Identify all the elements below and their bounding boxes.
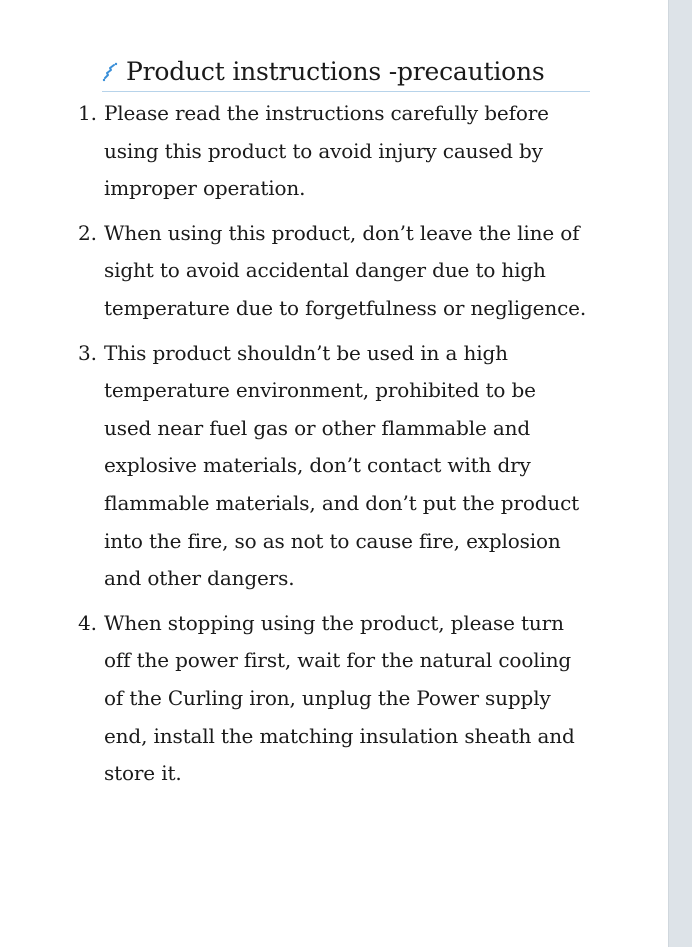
item-text: This product shouldn’t be used in a high temperature environment, prohibited to be used near fuel gas or other flammable and explosive materials, don’t contact with dry flammable materials, and don’t put the product into the fire, so as not to cause fire, explosion and other dangers. (104, 340, 580, 591)
list-item (78, 605, 598, 793)
section-heading (102, 52, 590, 92)
list-item (78, 95, 598, 208)
item-text: When using this product, don’t leave the line of sight to avoid accidental danger due to high temperature due to forgetfulness or negligence. (104, 220, 587, 320)
list-item (78, 215, 598, 328)
zigzag-icon (102, 60, 120, 84)
item-number: 1. (78, 101, 97, 125)
vertical-scrollbar[interactable] (668, 0, 692, 947)
item-text: Please read the instructions carefully before using this product to avoid injury caused by improper operation. (104, 101, 549, 201)
item-number: 2. (78, 220, 97, 245)
heading-title: Product instructions -precautions (126, 56, 545, 86)
item-text: When stopping using the product, please turn off the power first, wait for the natural cooling of the Curling iron, unplug the Power supply end, install the matching insulation sheath and store it. (104, 610, 575, 786)
precautions-list (78, 95, 598, 800)
item-number: 4. (78, 610, 97, 635)
list-item (78, 335, 598, 598)
item-number: 3. (78, 340, 97, 365)
